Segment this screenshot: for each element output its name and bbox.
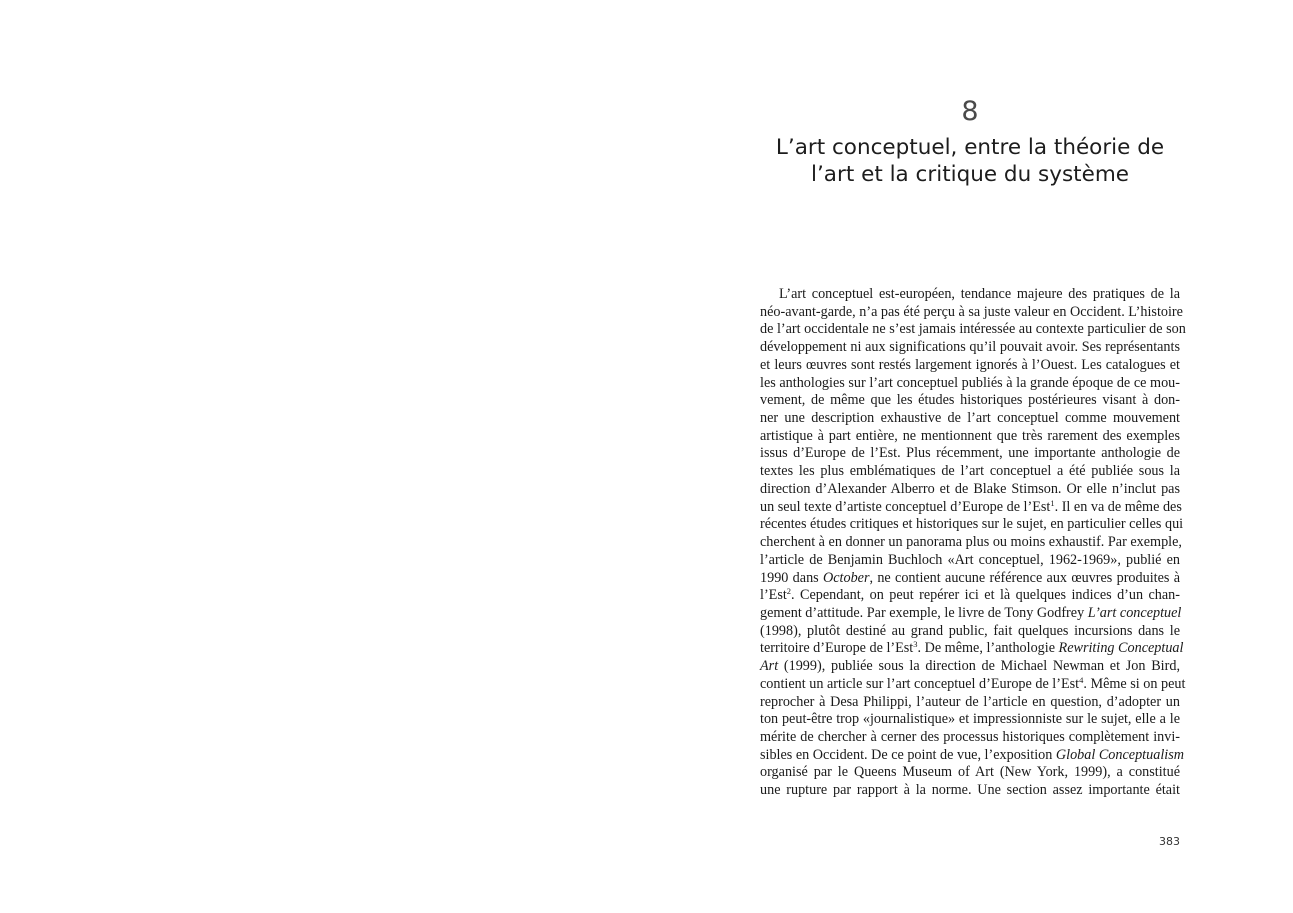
text-segment: artistique à part entière, ne mentionnent que très rarement des exemples — [760, 427, 1180, 444]
text-line — [760, 534, 1180, 552]
text-segment: de l’art occidentale ne s’est jamais intéressée au contexte particulier de son — [760, 321, 1186, 338]
text-line — [760, 782, 1180, 800]
text-line — [760, 303, 1183, 322]
text-segment: et leurs œuvres sont restés largement ignorés à l’Ouest. Les catalogues et — [760, 356, 1180, 373]
text-segment: . Il en va de même des — [1054, 498, 1182, 515]
text-line — [760, 445, 1180, 463]
text-line — [760, 375, 1180, 393]
text-segment: un seul texte d’artiste conceptuel d’Europe de l’Est — [760, 498, 1051, 515]
text-segment: contient un article sur l’art conceptuel d’Europe de l’Est — [760, 675, 1080, 692]
text-segment: , ne contient aucune référence aux œuvres produites à — [869, 569, 1180, 586]
text-segment: organisé par le Queens Museum of Art (New York, 1999), a constitué — [760, 764, 1180, 781]
text-segment: issus d’Europe de l’Est. Plus récemment, une importante anthologie de — [760, 445, 1180, 462]
text-line — [760, 764, 1180, 782]
text-segment: récentes études critiques et historiques sur le sujet, en particulier celles qui — [760, 516, 1184, 533]
text-segment: néo-avant-garde, n’a pas été perçu à sa juste valeur en Occident. L’histoire — [760, 303, 1183, 320]
text-segment: . Cependant, on peut repérer ici et là quelques indices d’un chan- — [791, 587, 1180, 604]
text-line — [760, 623, 1180, 641]
text-line — [760, 587, 1180, 605]
text-line — [760, 481, 1180, 499]
text-line — [760, 286, 1180, 304]
text-line — [760, 410, 1180, 428]
text-line — [760, 746, 1184, 765]
chapter-title-line: L’art conceptuel, entre la théorie de — [775, 135, 1165, 160]
chapter-title — [750, 134, 1190, 188]
text-segment: L’art conceptuel est-européen, tendance majeure des pratiques de la — [779, 286, 1180, 302]
text-line — [760, 516, 1184, 534]
text-segment: 1990 dans — [760, 569, 823, 586]
text-segment: . De même, l’anthologie — [917, 640, 1059, 657]
text-line — [760, 499, 1180, 517]
text-line — [760, 357, 1180, 375]
text-segment: (1998), plutôt destiné au grand public, fait quelques incursions dans le — [760, 622, 1180, 639]
body-paragraph — [760, 286, 1186, 800]
text-line — [760, 463, 1180, 481]
text-segment: . Même si on peut — [1083, 675, 1186, 692]
page-number: 383 — [1159, 835, 1180, 848]
chapter-number: 8 — [961, 96, 979, 127]
text-line — [760, 552, 1180, 570]
footnote-ref: 3 — [913, 639, 918, 650]
text-segment: l’article de Benjamin Buchloch «Art conceptuel, 1962-1969», publié en — [760, 551, 1180, 568]
footnote-ref: 2 — [786, 586, 792, 597]
text-line — [760, 570, 1180, 588]
text-line — [760, 339, 1180, 357]
chapter-title-line: l’art et la critique du système — [811, 162, 1129, 187]
italic-title: L’art conceptuel — [1087, 604, 1182, 621]
text-line — [760, 694, 1180, 712]
text-segment: mérite de chercher à cerner des processus historiques complètement invi- — [760, 728, 1180, 745]
text-segment: direction d’Alexander Alberro et de Blake Stimson. Or elle n’inclut pas — [760, 480, 1180, 497]
text-segment: reprocher à Desa Philippi, l’auteur de l’article en question, d’adopter un — [760, 693, 1180, 710]
footnote-ref: 1 — [1050, 497, 1055, 508]
text-segment: ner une description exhaustive de l’art conceptuel comme mouvement — [760, 410, 1180, 427]
text-segment: une rupture par rapport à la norme. Une section assez importante était — [760, 782, 1180, 799]
text-segment: les anthologies sur l’art conceptuel publiés à la grande époque de ce mou- — [760, 374, 1180, 391]
text-segment: vement, de même que les études historiques postérieures visant à don- — [760, 392, 1180, 409]
italic-title: Global Conceptualism — [1055, 746, 1184, 763]
text-segment: textes les plus emblématiques de l’art conceptuel a été publiée sous la — [760, 463, 1180, 480]
text-line — [760, 639, 1184, 658]
left-page-blank — [0, 0, 646, 913]
text-line — [760, 605, 1180, 623]
text-segment: l’Est — [760, 587, 787, 604]
footnote-ref: 4 — [1079, 674, 1084, 685]
text-segment: cherchent à en donner un panorama plus ou moins exhaustif. Par exemple, — [760, 534, 1182, 551]
italic-title: October — [822, 569, 870, 586]
text-line — [760, 428, 1180, 446]
text-line — [760, 321, 1186, 339]
text-segment: ton peut-être trop «journalistique» et impressionniste sur le sujet, elle a le — [760, 711, 1180, 728]
right-page — [646, 0, 1293, 913]
text-line — [760, 392, 1180, 410]
italic-title: Rewriting Conceptual — [1058, 640, 1184, 657]
text-segment: territoire d’Europe de l’Est — [760, 640, 914, 657]
text-segment: gement d’attitude. Par exemple, le livre de Tony Godfrey — [760, 604, 1088, 621]
text-segment: (1999), publiée sous la direction de Michael Newman et Jon Bird, — [778, 658, 1180, 675]
text-segment: développement ni aux significations qu’il pouvait avoir. Ses représentants — [760, 339, 1180, 356]
text-line — [760, 711, 1180, 729]
italic-title: Art — [760, 658, 779, 675]
text-line — [760, 658, 1180, 676]
text-segment: sibles en Occident. De ce point de vue, l’exposition — [760, 746, 1056, 763]
text-line — [760, 729, 1180, 747]
text-line — [760, 674, 1186, 694]
